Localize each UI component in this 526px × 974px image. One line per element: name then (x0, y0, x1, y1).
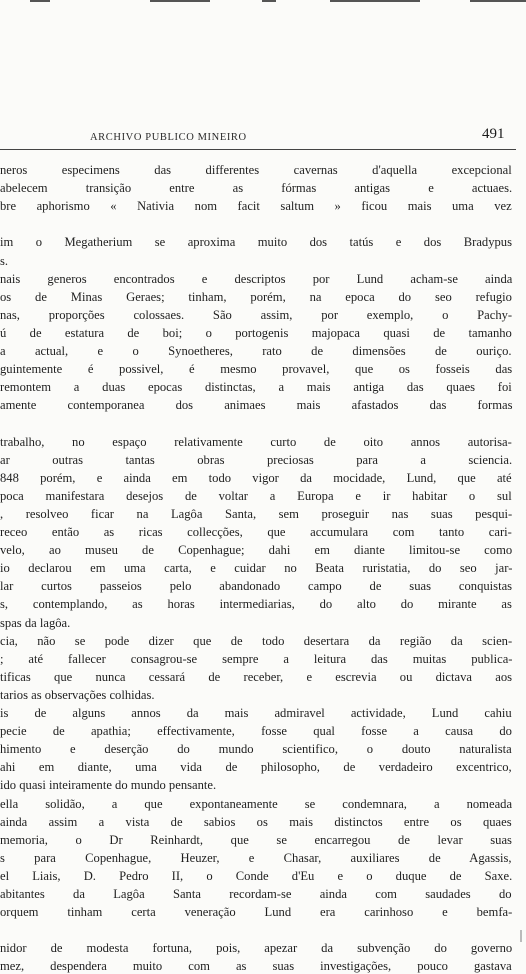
text-line: nais generos encontrados e descriptos por Lund acham-se ainda (0, 272, 513, 286)
running-title: ARCHIVO PUBLICO MINEIRO (90, 132, 247, 143)
text-line: amente contemporanea dos animaes mais afastados das formas (0, 398, 513, 412)
page-number: 491 (482, 126, 505, 142)
text-line: abelecem transição entre as fórmas antigas e actuaes. (0, 181, 513, 195)
text-line: s. (0, 254, 9, 268)
text-line: poca manifestara desejos de voltar a Europa e ir habitar o sul (0, 489, 512, 503)
text-line: s, contemplando, as horas intermediarias, do alto do mirante as (0, 597, 512, 611)
text-line: neros especimens das differentes cavernas d'aquella excepcional (0, 163, 512, 177)
text-line: abitantes da Lagôa Santa recordam-se ainda com saudades do (0, 887, 512, 901)
text-line: ; até fallecer consagrou-se sempre a leitura das muitas publica- (0, 652, 513, 666)
page-edge-mark (520, 930, 522, 942)
text-line: a actual, e o Synoetheres, rato de dimensões de ouriço. (0, 344, 512, 358)
text-line: el Liais, D. Pedro II, o Conde d'Eu e o duque de Saxe. (0, 869, 513, 883)
text-line: lar curtos passeios pelo abandonado campo de suas conquistas (0, 579, 513, 593)
text-line: cia, não se pode dizer que de todo desertara da região da scien- (0, 634, 513, 648)
text-line: nas, proporções colossaes. São assim, por exemplo, o Pachy- (0, 308, 513, 322)
text-line: memoria, o Dr Reinhardt, que se encarregou de levar suas (0, 833, 512, 847)
text-line: orquem tinham certa veneração Lund era carinhoso e bemfa- (0, 905, 513, 919)
text-line: im o Megatherium se aproxima muito dos tatús e dos Bradypus (0, 235, 512, 249)
text-line: os de Minas Geraes; tinham, porém, na epoca do seo refugio (0, 290, 512, 304)
text-line: ido quasi inteiramente do mundo pensante. (0, 778, 217, 792)
text-line: ahi em diante, uma vida de philosopho, de verdadeiro excentrico, (0, 760, 512, 774)
top-edge-rule (0, 0, 526, 6)
text-line: receo então as ricas collecções, que accumulara com tanto cari- (0, 525, 512, 539)
text-line: mez, despendera muito com as suas investigações, pouco gastava (0, 959, 512, 973)
text-line: tificas que nunca cessará de receber, e escrevia ou dictava aos (0, 670, 513, 684)
page-header (0, 124, 526, 152)
text-line: spas da lagôa. (0, 616, 71, 630)
text-line: , resolveo ficar na Lagôa Santa, sem proseguir nas suas pesqui- (0, 507, 513, 521)
text-line: s para Copenhague, Heuzer, e Chasar, auxiliares de Agassis, (0, 851, 512, 865)
text-line: trabalho, no espaço relativamente curto de oito annos autorisa- (0, 435, 512, 449)
text-line: tarios as observações colhidas. (0, 688, 155, 702)
text-line: io declarou em uma carta, e cuidar no Beata ruristatia, do seo jar- (0, 561, 513, 575)
text-line: ella solidão, a que expontaneamente se condemnara, a nomeada (0, 797, 513, 811)
text-line: bre aphorismo « Nativia nom facit saltum » ficou mais uma vez (0, 199, 512, 213)
text-line: velo, ao museu de Copenhague; dahi em diante limitou-se como (0, 543, 513, 557)
text-line: remontem a duas epocas distinctas, a mais antiga das quaes foi (0, 380, 512, 394)
text-line: ar outras tantas obras preciosas para a sciencia. (0, 453, 513, 467)
text-line: is de alguns annos da mais admiravel actividade, Lund cahiu (0, 706, 512, 720)
text-line: pecie de apathia; effectivamente, fosse qual fosse a causa do (0, 724, 512, 738)
text-line: guintemente é possivel, é mesmo provavel, que os fosseis das (0, 362, 513, 376)
text-line: himento e deserção do mundo scientifico, o douto naturalista (0, 742, 512, 756)
header-rule (0, 149, 516, 150)
text-line: 848 porém, e ainda em todo vigor da mocidade, Lund, que até (0, 471, 512, 485)
text-line: ú de estatura de boi; o portogenis majopaca quasi de tamanho (0, 326, 512, 340)
text-line: ainda assim a vista de sabios os mais distinctos entre os quaes (0, 815, 512, 829)
text-line: nidor de modesta fortuna, pois, apezar da subvenção do governo (0, 941, 513, 955)
